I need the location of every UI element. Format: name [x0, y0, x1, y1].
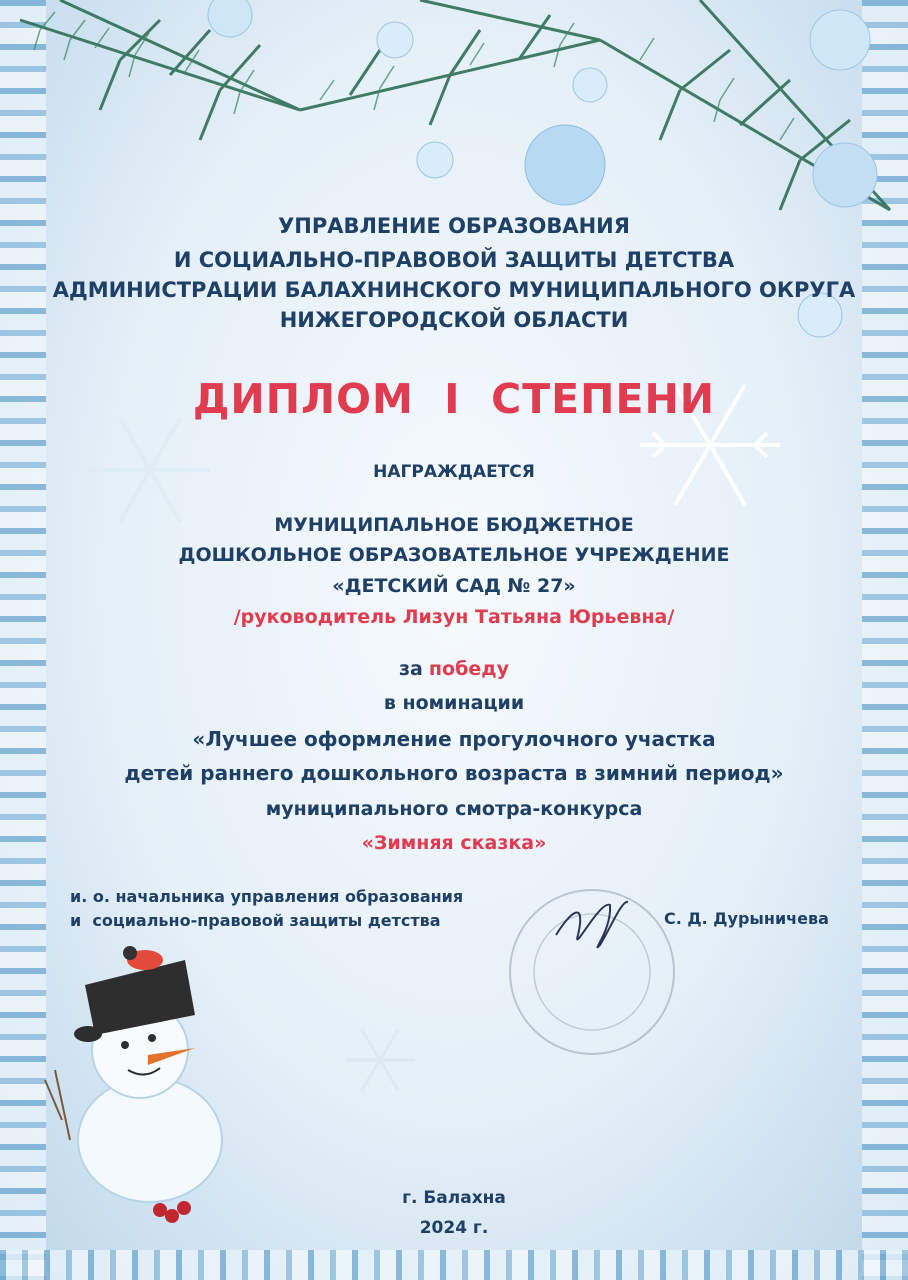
header-line-4: НИЖЕГОРОДСКОЙ ОБЛАСТИ [279, 308, 629, 332]
signatory-position-line-2: и социально-правовой защиты детства [70, 911, 441, 930]
recipient-head: /руководитель Лизун Татьяна Юрьевна/ [233, 606, 675, 628]
recipient-line-1: МУНИЦИПАЛЬНОЕ БЮДЖЕТНОЕ [274, 514, 634, 536]
header-line-2: И СОЦИАЛЬНО-ПРАВОВОЙ ЗАЩИТЫ ДЕТСТВА [173, 248, 735, 272]
snowman-illustration [45, 946, 222, 1223]
header-line-1: УПРАВЛЕНИЕ ОБРАЗОВАНИЯ [278, 214, 630, 238]
recipient-line-3: «ДЕТСКИЙ САД № 27» [332, 575, 576, 597]
signatory-name: С. Д. Дурыничева [664, 909, 829, 928]
fir-branches [20, 0, 890, 210]
nomination-label: в номинации [383, 692, 525, 714]
round-stamp [510, 890, 674, 1054]
contest-name: «Зимняя сказка» [361, 832, 547, 854]
signatory-position [70, 885, 463, 933]
reason-prefix: за [399, 658, 423, 680]
signatory-position-line-1: и. о. начальника управления образования [70, 887, 464, 906]
reason-win: победу [428, 658, 509, 680]
diploma-title: ДИПЛОМ I СТЕПЕНИ [192, 375, 716, 423]
header-line-3: АДМИНИСТРАЦИИ БАЛАХНИНСКОГО МУНИЦИПАЛЬНОГО ОКРУГА [52, 278, 856, 302]
awarded-label: НАГРАЖДАЕТСЯ [373, 462, 535, 482]
reason-line [0, 656, 908, 682]
footer-year: 2024 г. [419, 1218, 489, 1238]
footer-city: г. Балахна [402, 1188, 506, 1208]
nomination-line-1: «Лучшее оформление прогулочного участка [192, 727, 716, 751]
nomination-line-2: детей раннего дошкольного возраста в зимний период» [124, 761, 784, 785]
recipient-line-2: ДОШКОЛЬНОЕ ОБРАЗОВАТЕЛЬНОЕ УЧРЕЖДЕНИЕ [178, 544, 730, 566]
handwritten-signature [556, 902, 628, 947]
contest-label: муниципального смотра-конкурса [265, 798, 643, 820]
